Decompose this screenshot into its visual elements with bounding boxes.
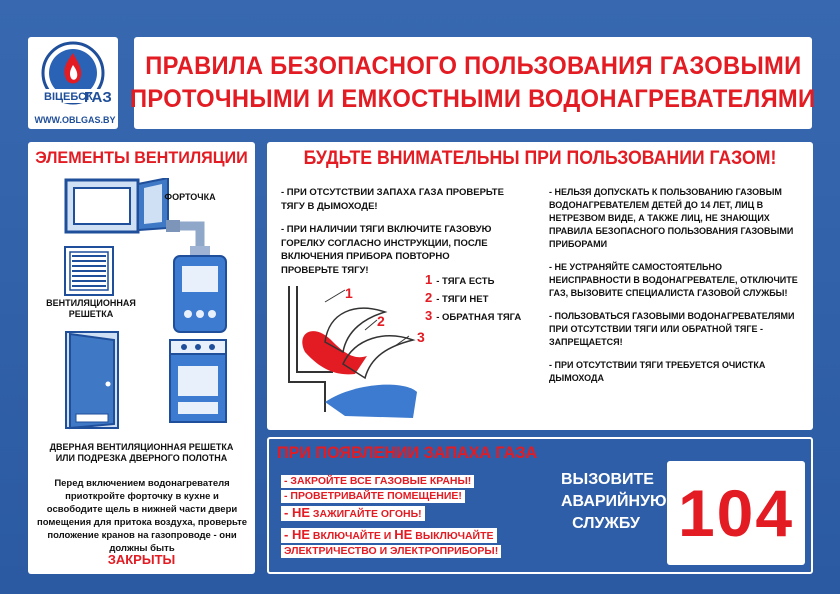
ventilation-grille-icon [64,246,114,296]
window-fortochka-icon [64,178,174,238]
title-line-2: ПРОТОЧНЫМИ И ЕМКОСТНЫМИ ВОДОНАГРЕВАТЕЛЯМИ [130,85,816,113]
gas-smell-panel [267,437,813,574]
gas-water-heater-icon [162,218,238,336]
diagram-num-1: 1 [345,285,353,301]
gas-smell-title: ПРИ ПОЯВЛЕНИИ ЗАПАХА ГАЗА [277,443,538,462]
label-door: ДВЕРНАЯ ВЕНТИЛЯЦИОННАЯ РЕШЕТКА ИЛИ ПОДРЕЗКА ДВЕРНОГО ПОЛОТНА [49,442,234,463]
emergency-phone-number: 104 [677,476,795,550]
diagram-num-2: 2 [377,313,385,329]
diagram-num-3: 3 [417,329,425,345]
attention-panel [267,142,813,430]
gas-flame-logo-icon [32,39,114,111]
attention-col2-item: - ПРИ ОТСУТСТВИИ ТЯГИ ТРЕБУЕТСЯ ОЧИСТКА ДЫМОХОДА [549,360,766,383]
gas-smell-item: - НЕ ЗАЖИГАЙТЕ ОГОНЬ! [281,506,425,521]
svg-text:ГАЗ: ГАЗ [84,89,112,106]
chimney-draft-diagram [285,282,425,418]
emergency-number-box [667,461,805,565]
poster-title [130,37,816,129]
attention-col2-item: - НЕ УСТРАНЯЙТЕ САМОСТОЯТЕЛЬНО НЕИСПРАВНОСТИ В ВОДОНАГРЕВАТЕЛЕ, ОТКЛЮЧИТЕ ГАЗ, ВЫЗОВИТЕ СПЕЦИАЛИСТА ГАЗОВОЙ СЛУЖБЫ! [549,262,798,298]
gas-smell-item: - НЕ ВКЛЮЧАЙТЕ И НЕ ВЫКЛЮЧАЙТЕ [281,528,497,543]
attention-col1-item: - ПРИ ОТСУТСТВИИ ЗАПАХА ГАЗА ПРОВЕРЬТЕ ТЯГУ В ДЫМОХОДЕ! [281,187,504,212]
attention-col2-item: - ПОЛЬЗОВАТЬСЯ ГАЗОВЫМИ ВОДОНАГРЕВАТЕЛЯМИ ПРИ ОТСУТСТВИИ ТЯГИ ИЛИ ОБРАТНОЙ ТЯГЕ - ЗАПРЕЩАЕТСЯ! [549,311,795,347]
gas-stove-icon [166,338,230,424]
call-emergency-text: ВЫЗОВИТЕ АВАРИЙНУЮ СЛУЖБУ [561,471,667,532]
attention-col1-item: - ПРИ НАЛИЧИИ ТЯГИ ВКЛЮЧИТЕ ГАЗОВУЮ ГОРЕЛКУ СОГЛАСНО ИНСТРУКЦИИ, ПОСЛЕ ВКЛЮЧЕНИЯ ПРИБОРА ПОВТОРНО ПРОВЕРЬТЕ ТЯГУ! [281,224,492,276]
ventilation-panel [28,142,255,574]
ventilation-title: ЭЛЕМЕНТЫ ВЕНТИЛЯЦИИ [35,148,248,167]
legend-item-3: 3 - ОБРАТНАЯ ТЯГА [425,308,522,323]
gas-smell-item: ЭЛЕКТРИЧЕСТВО И ЭЛЕКТРОПРИБОРЫ! [281,545,501,558]
gas-smell-item: - ПРОВЕТРИВАЙТЕ ПОМЕЩЕНИЕ! [281,490,465,503]
label-fortochka: ФОРТОЧКА [164,192,216,202]
company-logo [28,37,118,129]
attention-col2 [549,186,805,395]
door-grille-icon [64,330,136,430]
legend-item-2: 2 - ТЯГИ НЕТ [425,290,489,305]
label-grille: ВЕНТИЛЯЦИОННАЯ РЕШЕТКА [46,298,136,319]
note-closed: ЗАКРЫТЫ [107,552,176,567]
preparation-note: Перед включением водонагревателя приоткройте форточку в кухне и освободите щель в нижней части двери помещения для притока воздуха, проверьте положение кранов на газопроводе - они должны быть [36,478,248,554]
title-line-1: ПРАВИЛА БЕЗОПАСНОГО ПОЛЬЗОВАНИЯ ГАЗОВЫМИ [144,52,802,80]
attention-col2-item: - НЕЛЬЗЯ ДОПУСКАТЬ К ПОЛЬЗОВАНИЮ ГАЗОВЫМ ВОДОНАГРЕВАТЕЛЕМ ДЕТЕЙ ДО 14 ЛЕТ, ЛИЦ В НЕТРЕЗВОМ ВИДЕ, А ТАКЖЕ ЛИЦ, НЕ ЗНАЮЩИХ ПРАВИЛА БЕЗОПАСНОГО ПОЛЬЗОВАНИЯ ГАЗОВЫМИ ПРИБОРАМИ [549,187,794,249]
gas-smell-item: - ЗАКРОЙТЕ ВСЕ ГАЗОВЫЕ КРАНЫ! [281,475,474,488]
attention-title: БУДЬТЕ ВНИМАТЕЛЬНЫ ПРИ ПОЛЬЗОВАНИИ ГАЗОМ! [303,148,777,169]
logo-website: WWW.OBLGAS.BY [34,115,116,125]
legend-item-1: 1 - ТЯГА ЕСТЬ [425,272,495,287]
svg-text:ВIЦЕБСК: ВIЦЕБСК [44,91,93,103]
